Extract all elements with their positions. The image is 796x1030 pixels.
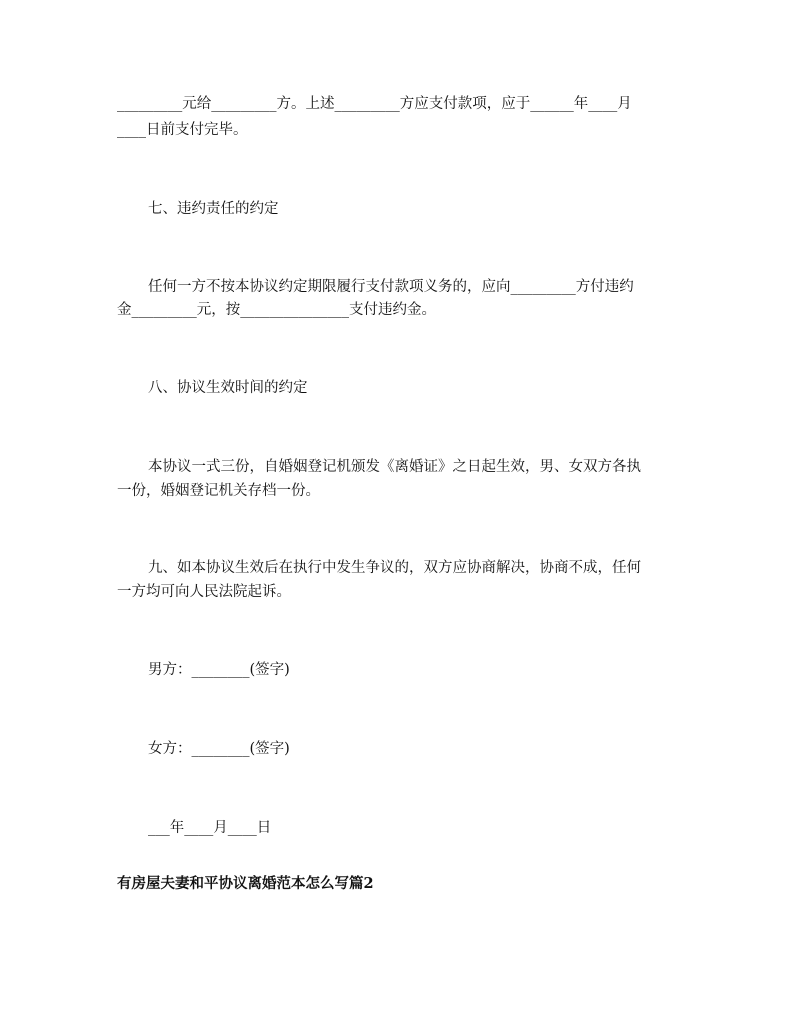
section-8-heading: 八、协议生效时间的约定 (148, 380, 308, 396)
female-signature-line: 女方：________(签字) (148, 741, 290, 757)
section-7-heading: 七、违约责任的约定 (148, 201, 279, 217)
effective-clause-line-1: 本协议一式三份，自婚姻登记机颁发《离婚证》之日起生效，男、女双方各执 (148, 459, 641, 475)
male-signature-line: 男方：________(签字) (148, 662, 290, 678)
dispute-clause-line-1: 九、如本协议生效后在执行中发生争议的，双方应协商解决，协商不成，任何 (148, 560, 641, 576)
breach-clause-line-2: 金_________元，按_______________支付违约金。 (117, 302, 436, 318)
payment-clause-line-2: ____日前支付完毕。 (117, 122, 248, 138)
breach-clause-line-1: 任何一方不按本协议约定期限履行支付款项义务的，应向_________方付违约 (148, 279, 634, 295)
effective-clause-line-2: 一份，婚姻登记机关存档一份。 (117, 483, 320, 499)
next-article-title: 有房屋夫妻和平协议离婚范本怎么写篇2 (117, 875, 374, 892)
date-line: ___年____月____日 (148, 820, 272, 836)
dispute-clause-line-2: 一方均可向人民法院起诉。 (117, 584, 291, 600)
payment-clause-line-1: _________元给_________方。上述_________方应支付款项，应于______年____月 (117, 96, 632, 112)
